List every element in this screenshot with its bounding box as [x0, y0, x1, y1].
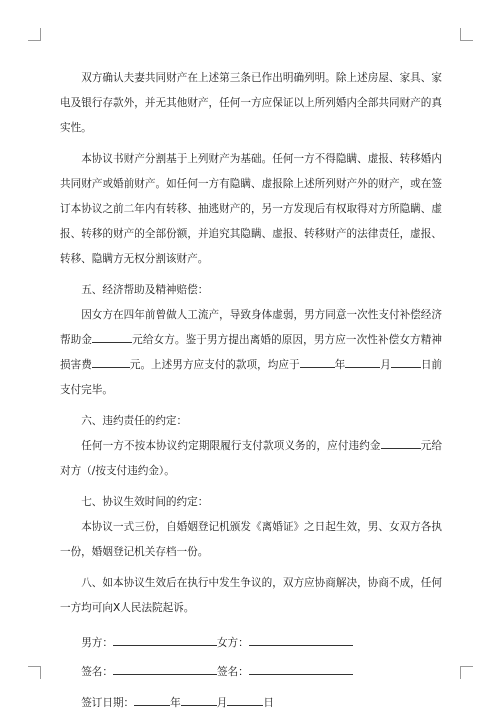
sign-line-2[interactable]: [249, 664, 353, 675]
sign-label-2: 签名：: [216, 666, 249, 678]
male-line[interactable]: [113, 635, 217, 646]
blank-help-amount: [92, 332, 132, 343]
paragraph-economic-help: [60, 303, 442, 403]
liability-text-1: 任何一方不按本协议约定期限履行支付款项义务的，应付违约金: [81, 440, 381, 452]
paragraph-property-confirmation: 双方确认夫妻共同财产在上述第三条已作出明确列明。除上述房屋、家具、家电及银行存款外，并无其他财产，任何一方应保证以上所列婚内全部共同财产的真实性。: [60, 72, 442, 134]
blank-pay-year: [300, 357, 335, 368]
liability-text-2: 元给对方（/按支付违约金）。: [60, 440, 443, 477]
blank-pay-day: [391, 357, 421, 368]
signature-parties-row: [60, 631, 442, 656]
heading-economic-help: 五、经济帮助及精神赔偿：: [81, 284, 209, 296]
male-label: 男方：: [81, 637, 113, 649]
sign-label-1: 签名：: [81, 666, 113, 678]
crop-mark-top-right: [460, 28, 473, 41]
blank-sign-month[interactable]: [181, 695, 217, 706]
blank-sign-day[interactable]: [227, 695, 263, 706]
signature-names-row: [60, 660, 442, 685]
economic-help-text-2: 元给女方。鉴于男方提出离婚的原因，男方应一次性补偿女方精神损害费: [60, 334, 442, 371]
paragraph-property-division: 本协议书财产分割基于上列财产为基础。任何一方不得隐瞒、虚报、转移婚内共同财产或婚前财产。如任何一方有隐瞒、虚报除上述所列财产外的财产，或在签订本协议之前二年内有转移、抽逃财产的，另一方发现后有权取得对方所隐瞒、虚报、转移的财产的全部份额，并追究其隐瞒、虚报、转移财产的法律责任，虚报、转移、隐瞒方无权分割该财产。: [60, 153, 442, 265]
crop-mark-bottom-left: [28, 666, 41, 679]
sign-line-1[interactable]: [113, 664, 217, 675]
date-label: 签订日期：: [81, 697, 135, 709]
economic-help-text-1: 因女方在四年前曾做人工流产，导致身体虚弱，男方同意一次性支付补偿经济帮助金: [60, 309, 442, 346]
blank-pay-month: [345, 357, 380, 368]
crop-mark-top-left: [28, 28, 41, 41]
paragraph-dispute: 八、如本协议生效后在执行中发生争议的，双方应协商解决，协商不成，任何一方均可向X人民法院起诉。: [60, 577, 442, 614]
heading-effective-time: 七、协议生效时间的约定：: [81, 496, 209, 508]
paragraph-liability: [60, 434, 442, 484]
paragraph-effective-time: 本协议一式三份，自婚姻登记机颁发《离婚证》之日起生效，男、女双方各执一份，婚姻登记机关存档一份。: [60, 521, 442, 558]
sign-day-label: 日: [263, 697, 274, 709]
economic-help-text-4: 日前支付完毕。: [60, 359, 443, 396]
pay-year-label: 年: [334, 359, 346, 371]
female-label: 女方：: [216, 637, 249, 649]
heading-liability: 六、违约责任的约定：: [81, 415, 188, 427]
blank-sign-year[interactable]: [134, 695, 170, 706]
sign-year-label: 年: [170, 697, 181, 709]
pay-month-label: 月: [380, 359, 391, 371]
economic-help-text-3: 元。上述男方应支付的款项，均应于: [129, 359, 300, 371]
document-body: [60, 66, 442, 716]
sign-month-label: 月: [216, 697, 228, 709]
crop-mark-bottom-right: [460, 666, 473, 679]
blank-penalty-amount: [381, 438, 421, 449]
blank-damages-amount: [92, 357, 130, 368]
signing-date-row: [60, 691, 442, 716]
female-line[interactable]: [249, 635, 353, 646]
